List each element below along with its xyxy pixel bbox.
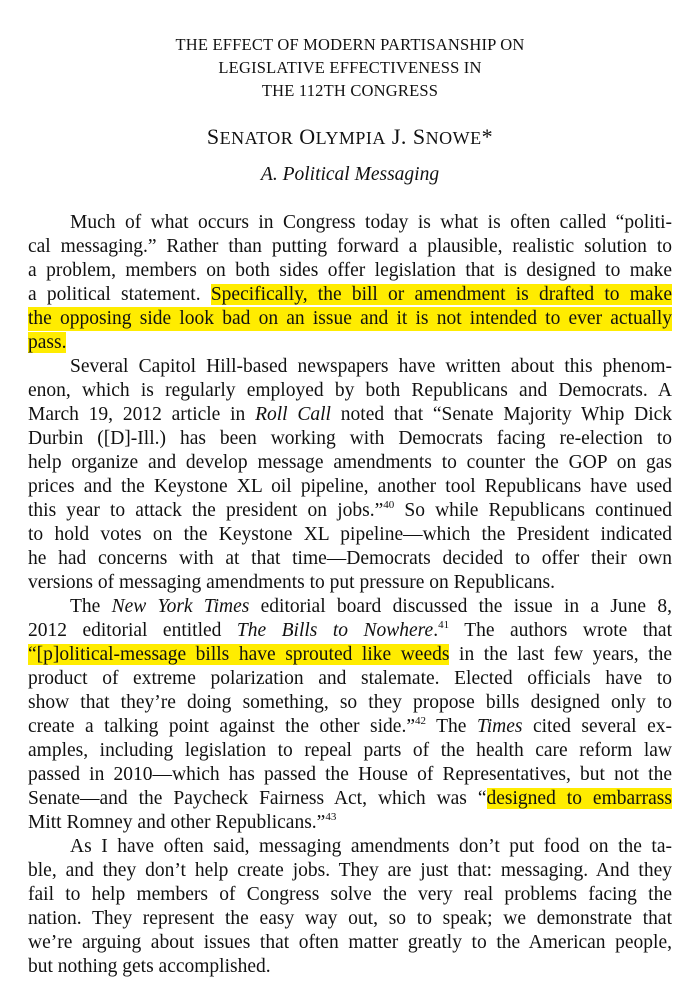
text-line: a political statement. Specifically, the bill or amendment is drafted to make	[28, 284, 672, 305]
text-line: amples, including legislation to repeal parts of the health care reform law	[28, 740, 672, 761]
text-line: Mitt Romney and other Republicans.”$^{43}$	[28, 810, 337, 833]
text-line: prices and the Keystone XL oil pipeline, another tool Republicans have used	[28, 476, 672, 497]
text-line: help organize and develop message amendments to counter the GOP on gas	[28, 452, 672, 473]
author-name: SENATOR OLYMPIA J. SNOWE*	[206, 124, 494, 149]
section-heading: A. Political Messaging	[260, 164, 440, 185]
text-line: we’re arguing about issues that often matter greatly to the American people,	[28, 932, 672, 953]
text-line: The New York Times editorial board discussed the issue in a June 8,	[70, 596, 672, 617]
text-line: versions of messaging amendments to put pressure on Republicans.	[28, 572, 555, 593]
text-line: 2012 editorial entitled The Bills to Nowhere.$^{41}$ The authors wrote that	[28, 618, 672, 641]
footnote-ref: 40	[383, 498, 395, 511]
text-line: show that they’re doing something, so they propose bills designed only to	[28, 692, 672, 713]
footnote-ref: 41	[438, 618, 450, 631]
text-line	[28, 307, 672, 331]
highlighted-text: the opposing side look bad on an issue and it is not intended to ever actually	[28, 308, 672, 329]
text-line: he had concerns with at that time—Democrats decided to offer their own	[28, 548, 672, 569]
text-line: passed in 2010—which has passed the House of Representatives, but not the	[28, 764, 672, 785]
text-line: nation. They represent the easy way out, so to speak; we demonstrate that	[28, 908, 672, 929]
article-title-line-1: THE EFFECT OF MODERN PARTISANSHIP ON	[175, 35, 525, 54]
text-line: March 19, 2012 article in Roll Call noted that “Senate Majority Whip Dick	[28, 404, 673, 425]
text-line: As I have often said, messaging amendments don’t put food on the ta-	[70, 836, 672, 857]
text-line	[28, 331, 672, 355]
text-line: ble, and they don’t help create jobs. They are just that: messaging. And they	[28, 860, 672, 881]
text-line: Durbin ([D]-Ill.) has been working with Democrats facing re-election to	[28, 428, 672, 449]
text-line: enon, which is regularly employed by both Republicans and Democrats. A	[28, 380, 672, 401]
text-line: fail to help members of Congress solve the very real problems facing the	[28, 884, 672, 905]
footnote-ref: 43	[325, 810, 337, 823]
text-line: create a talking point against the other side.”$^{42}$ The Times cited several ex-	[28, 714, 672, 737]
text-line: Senate—and the Paycheck Fairness Act, which was “designed to embarrass	[28, 788, 672, 809]
text-line: this year to attack the president on jobs.”$^{40}$ So while Republicans continued	[28, 498, 672, 521]
text-line: a problem, members on both sides offer legislation that is designed to make	[28, 260, 672, 281]
text-line: cal messaging.” Rather than putting forward a plausible, realistic solution to	[28, 236, 672, 257]
highlighted-text: pass.	[28, 332, 67, 353]
article-title-line-3: THE 112TH CONGRESS	[261, 81, 439, 100]
text-line: product of extreme polarization and stalemate. Elected officials have to	[28, 668, 672, 689]
article-title-line-2: LEGISLATIVE EFFECTIVENESS IN	[218, 58, 482, 77]
text-line: Several Capitol Hill-based newspapers have written about this phenom-	[70, 356, 672, 377]
text-line: “[p]olitical-message bills have sprouted like weeds in the last few years, the	[28, 644, 673, 665]
footnote-ref: 42	[415, 714, 426, 727]
text-line: to hold votes on the Keystone XL pipeline—which the President indicated	[28, 524, 672, 545]
highlighted-text: “[p]olitical-message bills have sprouted like weeds	[28, 644, 450, 665]
text-line: but nothing gets accomplished.	[28, 956, 271, 977]
text-line: Much of what occurs in Congress today is what is often called “politi-	[70, 212, 672, 233]
highlighted-text: designed to embarrass	[486, 788, 672, 809]
highlighted-text: Specifically, the bill or amendment is drafted to make	[210, 284, 672, 305]
